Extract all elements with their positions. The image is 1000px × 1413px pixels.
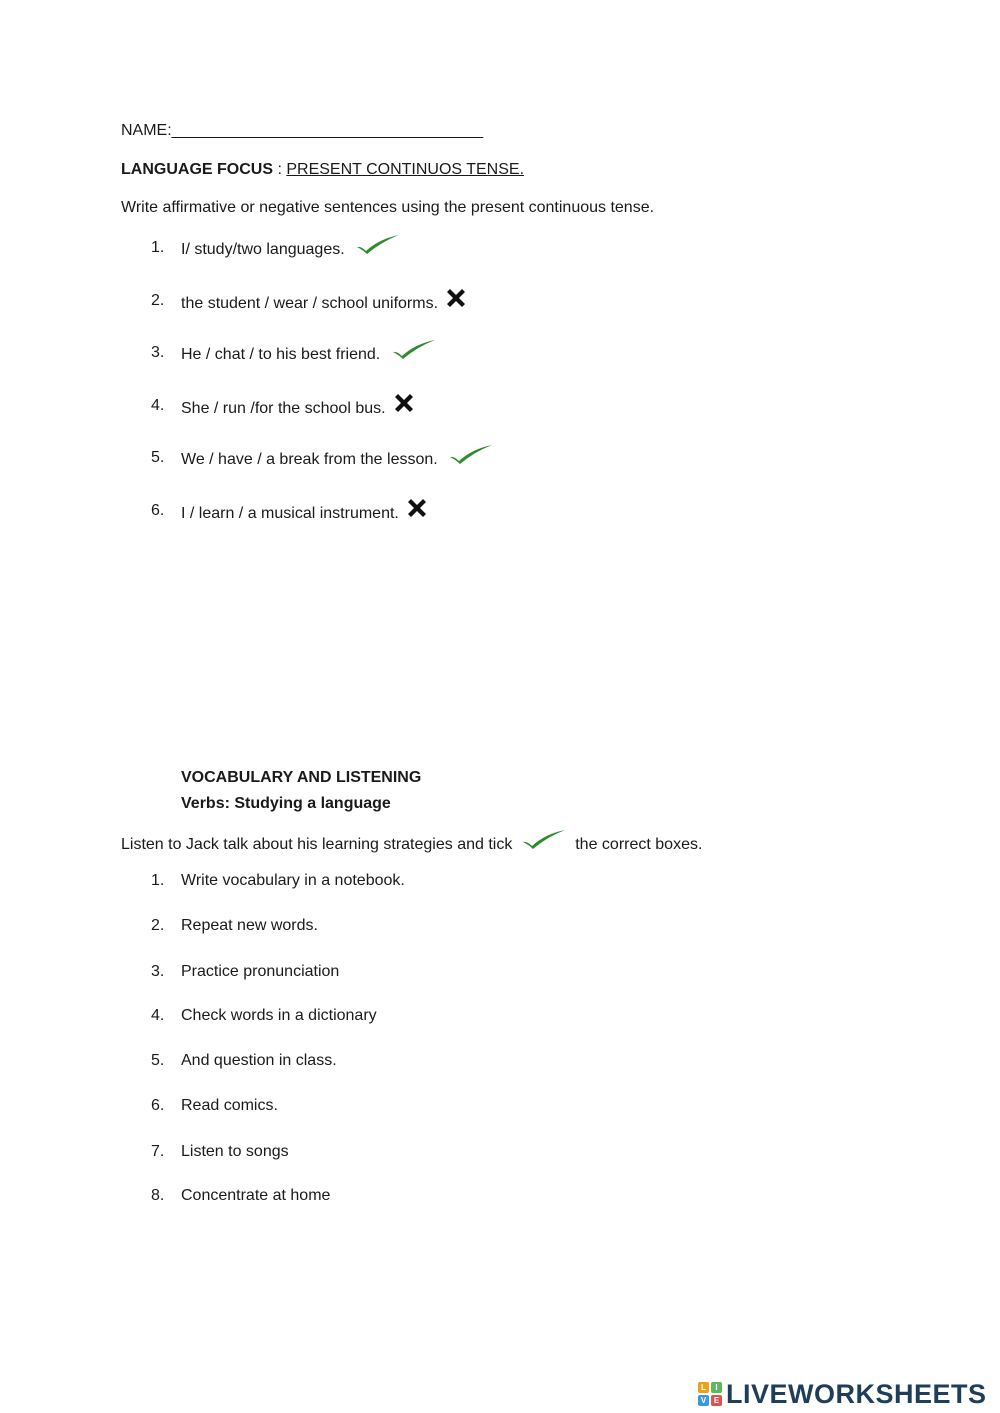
item-number: 2. xyxy=(151,292,165,309)
item-sentence: I/ study/two languages. xyxy=(181,241,345,259)
language-focus-value: PRESENT CONTINUOS TENSE. xyxy=(286,161,525,178)
section2-subtitle: Verbs: Studying a language xyxy=(181,795,391,812)
item-number: 3. xyxy=(151,963,165,980)
check-icon xyxy=(391,338,437,360)
item-sentence: the student / wear / school uniforms. xyxy=(181,295,439,313)
item-sentence: I / learn / a musical instrument. xyxy=(181,505,399,523)
item-number: 2. xyxy=(151,917,165,934)
check-icon xyxy=(448,443,494,465)
liveworksheets-logo[interactable] xyxy=(698,1378,987,1410)
logo-block: V xyxy=(698,1395,709,1406)
language-focus-label: LANGUAGE FOCUS xyxy=(121,161,273,178)
cross-icon xyxy=(405,496,429,520)
item-text xyxy=(181,292,468,316)
item-sentence: She / run /for the school bus. xyxy=(181,400,386,418)
logo-block: E xyxy=(711,1395,722,1406)
logo-block: L xyxy=(698,1382,709,1393)
item-number: 4. xyxy=(151,397,165,414)
item-number: 1. xyxy=(151,872,165,889)
instruction-text-after: the correct boxes. xyxy=(575,836,703,854)
logo-text: LIVEWORKSHEETS xyxy=(726,1378,987,1409)
logo-blocks-icon xyxy=(698,1382,722,1406)
item-text xyxy=(181,397,416,421)
cross-icon xyxy=(392,391,416,415)
item-text: Practice pronunciation xyxy=(181,963,340,980)
item-sentence: He / chat / to his best friend. xyxy=(181,346,381,364)
item-number: 7. xyxy=(151,1143,165,1160)
item-number: 8. xyxy=(151,1187,165,1204)
instruction-text-before: Listen to Jack talk about his learning strategies and tick xyxy=(121,836,513,854)
section1-instruction: Write affirmative or negative sentences using the present continuous tense. xyxy=(121,199,655,216)
item-number: 3. xyxy=(151,344,165,361)
section2-instruction xyxy=(121,834,702,856)
item-text xyxy=(181,449,494,471)
name-field-label: NAME:___________________________________ xyxy=(121,122,484,139)
check-icon xyxy=(521,828,567,850)
cross-icon xyxy=(444,286,468,310)
item-text: Concentrate at home xyxy=(181,1187,331,1204)
logo-block: I xyxy=(711,1382,722,1393)
item-text: And question in class. xyxy=(181,1052,337,1069)
item-text xyxy=(181,239,401,261)
item-number: 1. xyxy=(151,239,165,256)
item-number: 6. xyxy=(151,1097,165,1114)
item-number: 4. xyxy=(151,1007,165,1024)
item-number: 5. xyxy=(151,1052,165,1069)
check-icon xyxy=(355,233,401,255)
item-text xyxy=(181,502,429,526)
item-sentence: We / have / a break from the lesson. xyxy=(181,451,438,469)
section2-title: VOCABULARY AND LISTENING xyxy=(181,769,422,786)
item-text: Repeat new words. xyxy=(181,917,318,934)
item-number: 6. xyxy=(151,502,165,519)
language-focus-separator: : xyxy=(273,161,287,178)
item-text: Check words in a dictionary xyxy=(181,1007,377,1024)
item-text xyxy=(181,344,437,366)
item-number: 5. xyxy=(151,449,165,466)
item-text: Read comics. xyxy=(181,1097,278,1114)
item-text: Listen to songs xyxy=(181,1143,289,1160)
item-text: Write vocabulary in a notebook. xyxy=(181,872,405,889)
language-focus-line xyxy=(121,161,524,179)
